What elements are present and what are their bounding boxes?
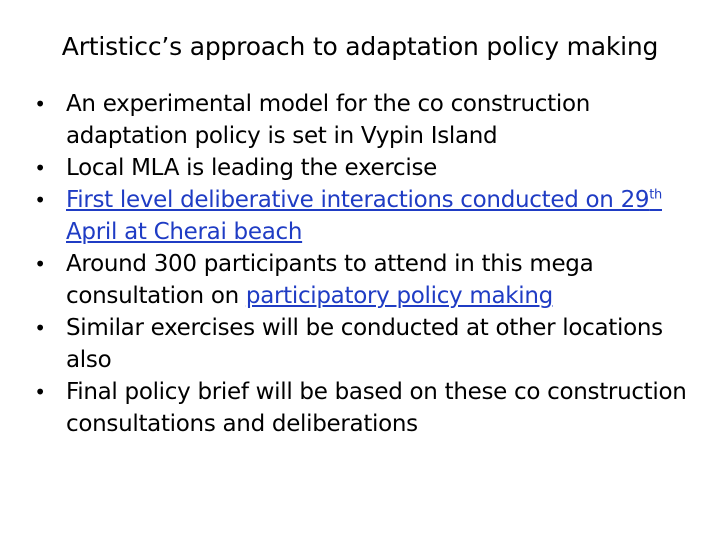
bullet-marker: •	[34, 252, 46, 276]
bullet-marker: •	[34, 92, 46, 116]
bullet-item-5	[30, 312, 690, 376]
bullet-item-6	[30, 376, 690, 440]
bullet-text: Final policy brief will be based on these co construction consultations and deliberations	[66, 379, 687, 437]
bullet-list	[30, 88, 690, 440]
bullet-item-4	[30, 248, 690, 312]
link-text-end: April at Cherai beach	[66, 219, 303, 245]
bullet-text: Around 300 participants to attend in this mega consultation on	[66, 251, 594, 309]
bullet-text: Local MLA is leading the exercise	[66, 155, 438, 181]
participatory-policy-link[interactable]: participatory policy making	[245, 283, 553, 309]
bullet-item-1	[30, 88, 690, 152]
bullet-text: Similar exercises will be conducted at other locations also	[66, 315, 663, 373]
bullet-marker: •	[34, 188, 46, 212]
slide-title: Artisticc’s approach to adaptation policy making	[61, 32, 659, 61]
bullet-text: An experimental model for the co construction adaptation policy is set in Vypin Island	[66, 91, 591, 149]
cherai-beach-link[interactable]	[66, 187, 662, 245]
ordinal-superscript: th	[649, 187, 662, 203]
bullet-item-2	[30, 152, 690, 184]
bullet-marker: •	[34, 380, 46, 404]
bullet-item-3	[30, 184, 690, 248]
bullet-marker: •	[34, 316, 46, 340]
link-text-start: First level deliberative interactions conducted on 29	[66, 187, 650, 213]
bullet-marker: •	[34, 156, 46, 180]
